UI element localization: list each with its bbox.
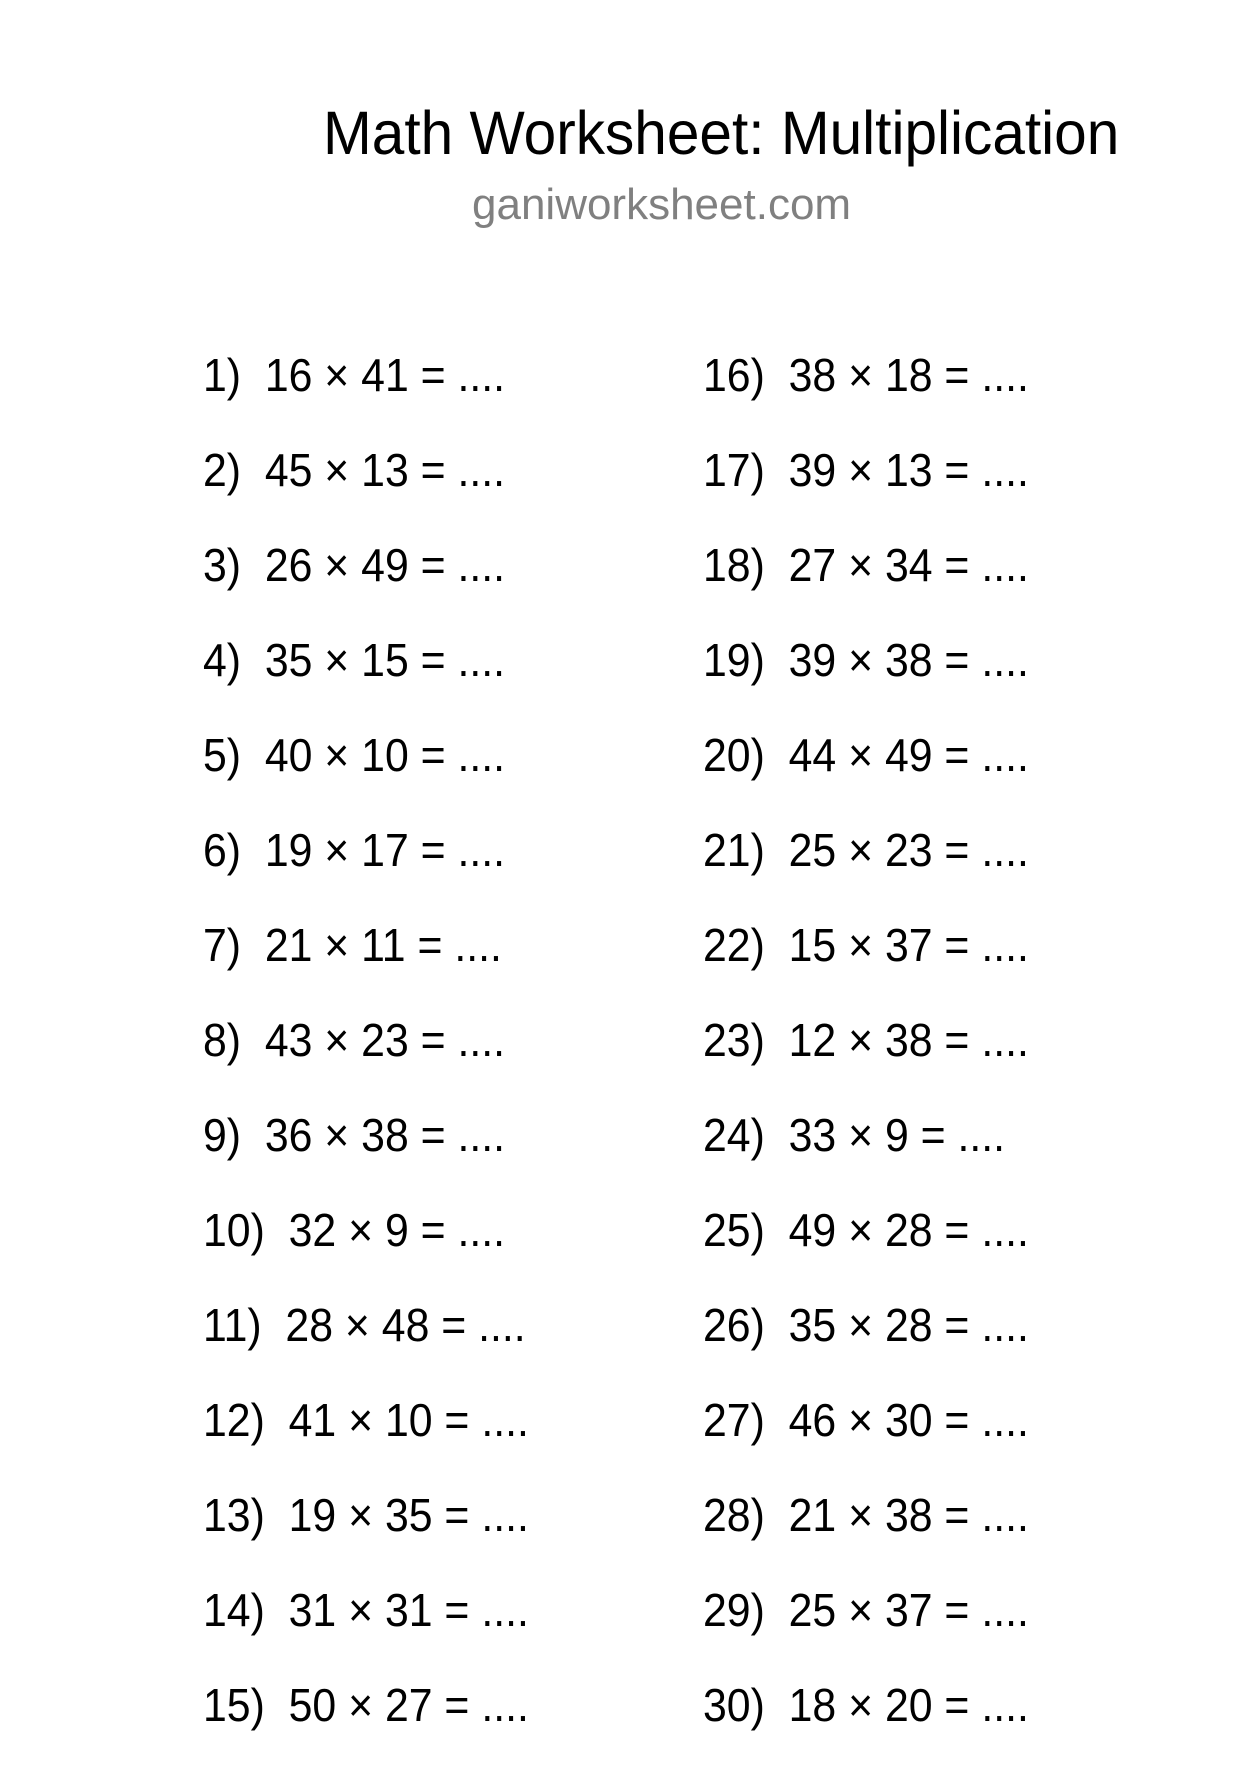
problem-column-left <box>203 350 683 1775</box>
problem-item <box>703 920 1149 1015</box>
multiply-operator: × <box>848 1489 874 1541</box>
multiply-operator: × <box>848 824 874 876</box>
answer-blank[interactable]: .... <box>457 729 506 781</box>
operand-b: 49 <box>884 729 933 781</box>
problem-item <box>703 1300 1149 1395</box>
problem-item <box>703 1205 1149 1300</box>
answer-blank[interactable]: .... <box>981 919 1029 971</box>
problem-item <box>703 730 1149 825</box>
problem-number: 5) <box>203 729 242 781</box>
multiply-operator: × <box>848 634 874 686</box>
answer-blank[interactable]: .... <box>457 1204 506 1256</box>
operand-b: 49 <box>361 539 409 591</box>
operand-b: 9 <box>884 1109 909 1161</box>
equals-sign: = <box>444 1584 470 1636</box>
equals-sign: = <box>944 1014 970 1066</box>
problem-item <box>203 1395 649 1490</box>
equals-sign: = <box>420 729 446 781</box>
operand-a: 25 <box>788 824 837 876</box>
operand-b: 38 <box>361 1109 409 1161</box>
operand-b: 10 <box>361 729 409 781</box>
multiply-operator: × <box>324 539 350 591</box>
operand-b: 38 <box>884 634 933 686</box>
answer-blank[interactable]: .... <box>981 824 1029 876</box>
answer-blank[interactable]: .... <box>478 1299 526 1351</box>
operand-a: 38 <box>788 349 837 401</box>
operand-a: 21 <box>264 919 313 971</box>
problem-item <box>203 1680 649 1775</box>
multiply-operator: × <box>848 1584 874 1636</box>
operand-b: 15 <box>361 634 409 686</box>
problem-item <box>703 1490 1149 1585</box>
operand-a: 18 <box>788 1679 837 1731</box>
equals-sign: = <box>944 1299 970 1351</box>
equals-sign: = <box>944 1489 970 1541</box>
operand-b: 13 <box>361 444 409 496</box>
multiply-operator: × <box>848 444 874 496</box>
multiply-operator: × <box>324 349 350 401</box>
problem-number: 22) <box>703 919 765 971</box>
answer-blank[interactable]: .... <box>981 444 1029 496</box>
problem-item <box>703 1015 1149 1110</box>
operand-b: 28 <box>884 1204 933 1256</box>
problem-number: 23) <box>703 1014 765 1066</box>
problem-number: 14) <box>203 1584 265 1636</box>
operand-b: 31 <box>384 1584 433 1636</box>
answer-blank[interactable]: .... <box>481 1584 529 1636</box>
problem-item <box>203 445 649 540</box>
problem-item <box>203 1585 649 1680</box>
operand-b: 35 <box>384 1489 433 1541</box>
equals-sign: = <box>944 539 970 591</box>
problem-number: 11) <box>203 1299 262 1351</box>
problem-item <box>203 1110 649 1205</box>
multiply-operator: × <box>324 824 350 876</box>
equals-sign: = <box>444 1394 470 1446</box>
multiply-operator: × <box>848 729 874 781</box>
operand-a: 39 <box>788 634 837 686</box>
problem-number: 18) <box>703 539 765 591</box>
multiply-operator: × <box>848 1204 874 1256</box>
problem-item <box>203 635 649 730</box>
problem-item <box>703 540 1149 635</box>
answer-blank[interactable]: .... <box>981 1014 1029 1066</box>
problem-item <box>203 1300 649 1395</box>
answer-blank[interactable]: .... <box>457 444 506 496</box>
operand-b: 13 <box>884 444 933 496</box>
equals-sign: = <box>944 634 970 686</box>
multiply-operator: × <box>348 1679 374 1731</box>
problem-number: 8) <box>203 1014 242 1066</box>
problem-number: 20) <box>703 729 765 781</box>
operand-a: 44 <box>788 729 837 781</box>
operand-a: 50 <box>288 1679 337 1731</box>
equals-sign: = <box>420 349 446 401</box>
answer-blank[interactable]: .... <box>457 1109 506 1161</box>
multiply-operator: × <box>848 1679 874 1731</box>
answer-blank[interactable]: .... <box>981 1679 1029 1731</box>
problem-item <box>203 1490 649 1585</box>
multiply-operator: × <box>848 919 874 971</box>
answer-blank[interactable]: .... <box>457 539 506 591</box>
problem-number: 17) <box>703 444 765 496</box>
operand-b: 37 <box>884 919 933 971</box>
multiply-operator: × <box>348 1584 374 1636</box>
operand-a: 35 <box>264 634 313 686</box>
problem-item <box>703 1680 1149 1775</box>
operand-b: 18 <box>884 349 933 401</box>
operand-b: 41 <box>361 349 409 401</box>
operand-a: 15 <box>788 919 837 971</box>
equals-sign: = <box>417 919 443 971</box>
multiply-operator: × <box>324 1109 350 1161</box>
problem-item <box>703 350 1149 445</box>
equals-sign: = <box>944 1204 970 1256</box>
website-subtitle: ganiworksheet.com <box>472 180 852 229</box>
problem-number: 27) <box>703 1394 765 1446</box>
problem-column-right <box>703 350 1183 1775</box>
problem-item <box>203 540 649 635</box>
problem-number: 13) <box>203 1489 265 1541</box>
answer-blank[interactable]: .... <box>981 729 1029 781</box>
operand-a: 12 <box>788 1014 837 1066</box>
operand-b: 10 <box>384 1394 433 1446</box>
operand-a: 16 <box>264 349 313 401</box>
operand-a: 36 <box>264 1109 313 1161</box>
operand-a: 49 <box>788 1204 837 1256</box>
equals-sign: = <box>944 1394 970 1446</box>
operand-b: 20 <box>884 1679 933 1731</box>
operand-a: 26 <box>264 539 313 591</box>
operand-a: 28 <box>285 1299 334 1351</box>
problem-item <box>703 1395 1149 1490</box>
problem-number: 9) <box>203 1109 242 1161</box>
multiply-operator: × <box>348 1394 374 1446</box>
problem-number: 21) <box>703 824 765 876</box>
multiply-operator: × <box>348 1204 374 1256</box>
answer-blank[interactable]: .... <box>457 824 506 876</box>
problem-item <box>703 445 1149 540</box>
problem-item <box>703 1110 1149 1205</box>
answer-blank[interactable]: .... <box>957 1109 1006 1161</box>
operand-b: 23 <box>884 824 933 876</box>
equals-sign: = <box>944 349 970 401</box>
problem-number: 30) <box>703 1679 765 1731</box>
problem-number: 4) <box>203 634 242 686</box>
operand-b: 27 <box>384 1679 433 1731</box>
problem-item <box>703 1585 1149 1680</box>
problem-number: 16) <box>703 349 765 401</box>
equals-sign: = <box>944 919 970 971</box>
problem-number: 26) <box>703 1299 765 1351</box>
equals-sign: = <box>420 444 446 496</box>
problem-number: 24) <box>703 1109 765 1161</box>
problem-number: 28) <box>703 1489 765 1541</box>
answer-blank[interactable]: .... <box>981 349 1029 401</box>
operand-b: 37 <box>884 1584 933 1636</box>
operand-a: 39 <box>788 444 837 496</box>
answer-blank[interactable]: .... <box>981 1204 1029 1256</box>
equals-sign: = <box>944 444 970 496</box>
answer-blank[interactable]: .... <box>981 539 1029 591</box>
operand-a: 31 <box>288 1584 337 1636</box>
operand-b: 38 <box>884 1489 933 1541</box>
answer-blank[interactable]: .... <box>454 919 502 971</box>
multiply-operator: × <box>344 1299 370 1351</box>
equals-sign: = <box>420 1014 446 1066</box>
operand-a: 46 <box>788 1394 837 1446</box>
answer-blank[interactable]: .... <box>457 349 506 401</box>
multiply-operator: × <box>848 1394 874 1446</box>
multiply-operator: × <box>848 1014 874 1066</box>
operand-a: 21 <box>788 1489 837 1541</box>
operand-a: 27 <box>788 539 837 591</box>
operand-b: 11 <box>361 919 406 971</box>
multiply-operator: × <box>848 539 874 591</box>
operand-b: 23 <box>361 1014 409 1066</box>
equals-sign: = <box>944 1584 970 1636</box>
problem-item <box>703 825 1149 920</box>
operand-b: 48 <box>381 1299 430 1351</box>
operand-a: 45 <box>264 444 313 496</box>
equals-sign: = <box>944 729 970 781</box>
problem-item <box>203 920 649 1015</box>
operand-a: 33 <box>788 1109 837 1161</box>
answer-blank[interactable]: .... <box>481 1489 529 1541</box>
answer-blank[interactable]: .... <box>981 1489 1029 1541</box>
operand-a: 19 <box>264 824 313 876</box>
operand-a: 35 <box>788 1299 837 1351</box>
operand-b: 9 <box>384 1204 409 1256</box>
problem-number: 12) <box>203 1394 265 1446</box>
operand-b: 17 <box>361 824 409 876</box>
problem-item <box>203 1205 649 1300</box>
answer-blank[interactable]: .... <box>481 1679 529 1731</box>
answer-blank[interactable]: .... <box>981 1394 1029 1446</box>
multiply-operator: × <box>848 349 874 401</box>
problem-item <box>703 635 1149 730</box>
problem-number: 7) <box>203 919 242 971</box>
operand-b: 38 <box>884 1014 933 1066</box>
multiply-operator: × <box>324 444 350 496</box>
operand-b: 34 <box>884 539 933 591</box>
problem-number: 3) <box>203 539 242 591</box>
answer-blank[interactable]: .... <box>981 1299 1029 1351</box>
equals-sign: = <box>420 1109 446 1161</box>
problem-number: 2) <box>203 444 242 496</box>
operand-a: 43 <box>264 1014 313 1066</box>
multiply-operator: × <box>348 1489 374 1541</box>
multiply-operator: × <box>848 1299 874 1351</box>
multiply-operator: × <box>324 634 350 686</box>
problem-number: 19) <box>703 634 765 686</box>
multiply-operator: × <box>324 729 350 781</box>
multiply-operator: × <box>324 1014 350 1066</box>
problem-item <box>203 350 649 445</box>
problem-number: 6) <box>203 824 242 876</box>
equals-sign: = <box>444 1489 470 1541</box>
operand-a: 40 <box>264 729 313 781</box>
problem-number: 29) <box>703 1584 765 1636</box>
answer-blank[interactable]: .... <box>981 634 1029 686</box>
equals-sign: = <box>920 1109 946 1161</box>
operand-b: 28 <box>884 1299 933 1351</box>
equals-sign: = <box>444 1679 470 1731</box>
problem-item <box>203 1015 649 1110</box>
equals-sign: = <box>944 824 970 876</box>
equals-sign: = <box>420 634 446 686</box>
answer-blank[interactable]: .... <box>481 1394 529 1446</box>
worksheet-title: Math Worksheet: Multiplication <box>323 99 1120 167</box>
equals-sign: = <box>420 824 446 876</box>
equals-sign: = <box>420 539 446 591</box>
operand-a: 41 <box>288 1394 337 1446</box>
equals-sign: = <box>441 1299 467 1351</box>
operand-a: 32 <box>288 1204 337 1256</box>
multiply-operator: × <box>848 1109 874 1161</box>
problem-number: 25) <box>703 1204 765 1256</box>
problem-number: 10) <box>203 1204 265 1256</box>
answer-blank[interactable]: .... <box>981 1584 1029 1636</box>
answer-blank[interactable]: .... <box>457 634 506 686</box>
problem-number: 15) <box>203 1679 265 1731</box>
operand-b: 30 <box>884 1394 933 1446</box>
problem-number: 1) <box>203 349 242 401</box>
problem-item <box>203 825 649 920</box>
equals-sign: = <box>420 1204 446 1256</box>
equals-sign: = <box>944 1679 970 1731</box>
multiply-operator: × <box>324 919 350 971</box>
problem-item <box>203 730 649 825</box>
operand-a: 19 <box>288 1489 337 1541</box>
operand-a: 25 <box>788 1584 837 1636</box>
answer-blank[interactable]: .... <box>457 1014 506 1066</box>
